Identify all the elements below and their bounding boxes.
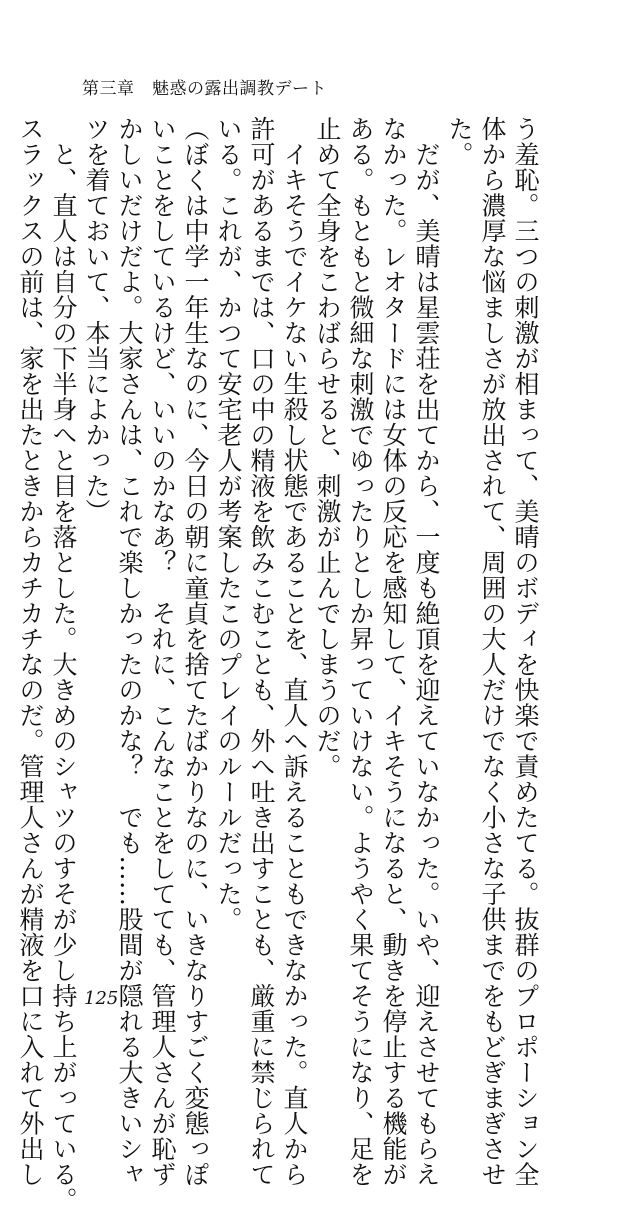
- text-line: ある。もともと微細な刺激でゆったりとしか昇っていけない。ようやく果てそうになり、足を: [346, 116, 375, 1187]
- text-line: だが、美晴は星雲荘を出てから、一度も絶頂を迎えていなかった。いや、迎えさせてもらえ: [412, 116, 441, 1187]
- page-number: 125: [84, 988, 119, 1009]
- text-line: なかった。レオタードには女体の反応を感知して、イキそうになると、動きを停止する機能が: [379, 116, 408, 1187]
- text-line: いる。これが、かつて安宅老人が考案したこのプレイのルールだった。: [214, 116, 243, 932]
- text-line: （ぼくは中学一年生なのに、今日の朝に童貞を捨てたばかりなのに、いきなりすごく変態っぽ: [181, 116, 210, 1187]
- text-line: 体から濃厚な悩ましさが放出されて、周囲の大人だけでなく小さな子供までをもどぎまぎさせ: [478, 116, 507, 1187]
- text-line: と、直人は自分の下半身へと目を落とした。大きめのシャツのすそが少し持ち上がっている。: [49, 116, 78, 1213]
- text-line: た。: [445, 116, 474, 167]
- text-line: ツを着ておいて、本当によかった）: [82, 116, 111, 524]
- text-line: イキそうでイケない生殺し状態であることを、直人へ訴えることもできなかった。直人から: [280, 116, 309, 1187]
- text-line: かしいだけだよ。大家さんは、これで楽しかったのかな？ でも……股間が隠れる大きいシャ: [115, 116, 144, 1187]
- text-line: スラックスの前は、家を出たときからカチカチなのだ。管理人さんが精液を口に入れて外出し: [16, 116, 45, 1187]
- text-line: いことをしているけど、いいのかなあ？ それに、こんなことをしてても、管理人さんが恥ず: [148, 116, 177, 1187]
- text-line: 許可があるまでは、口の中の精液を飲みこむことも、外へ吐き出すことも、厳重に禁じられて: [247, 116, 276, 1187]
- text-line: う羞恥。三つの刺激が相まって、美晴のボディを快楽で責めたてる。抜群のプロポーション全: [511, 116, 540, 1187]
- running-head: 第三章 魅惑の露出調教デート: [82, 79, 327, 99]
- text-line: 止めて全身をこわばらせると、刺激が止んでしまうのだ。: [313, 116, 342, 779]
